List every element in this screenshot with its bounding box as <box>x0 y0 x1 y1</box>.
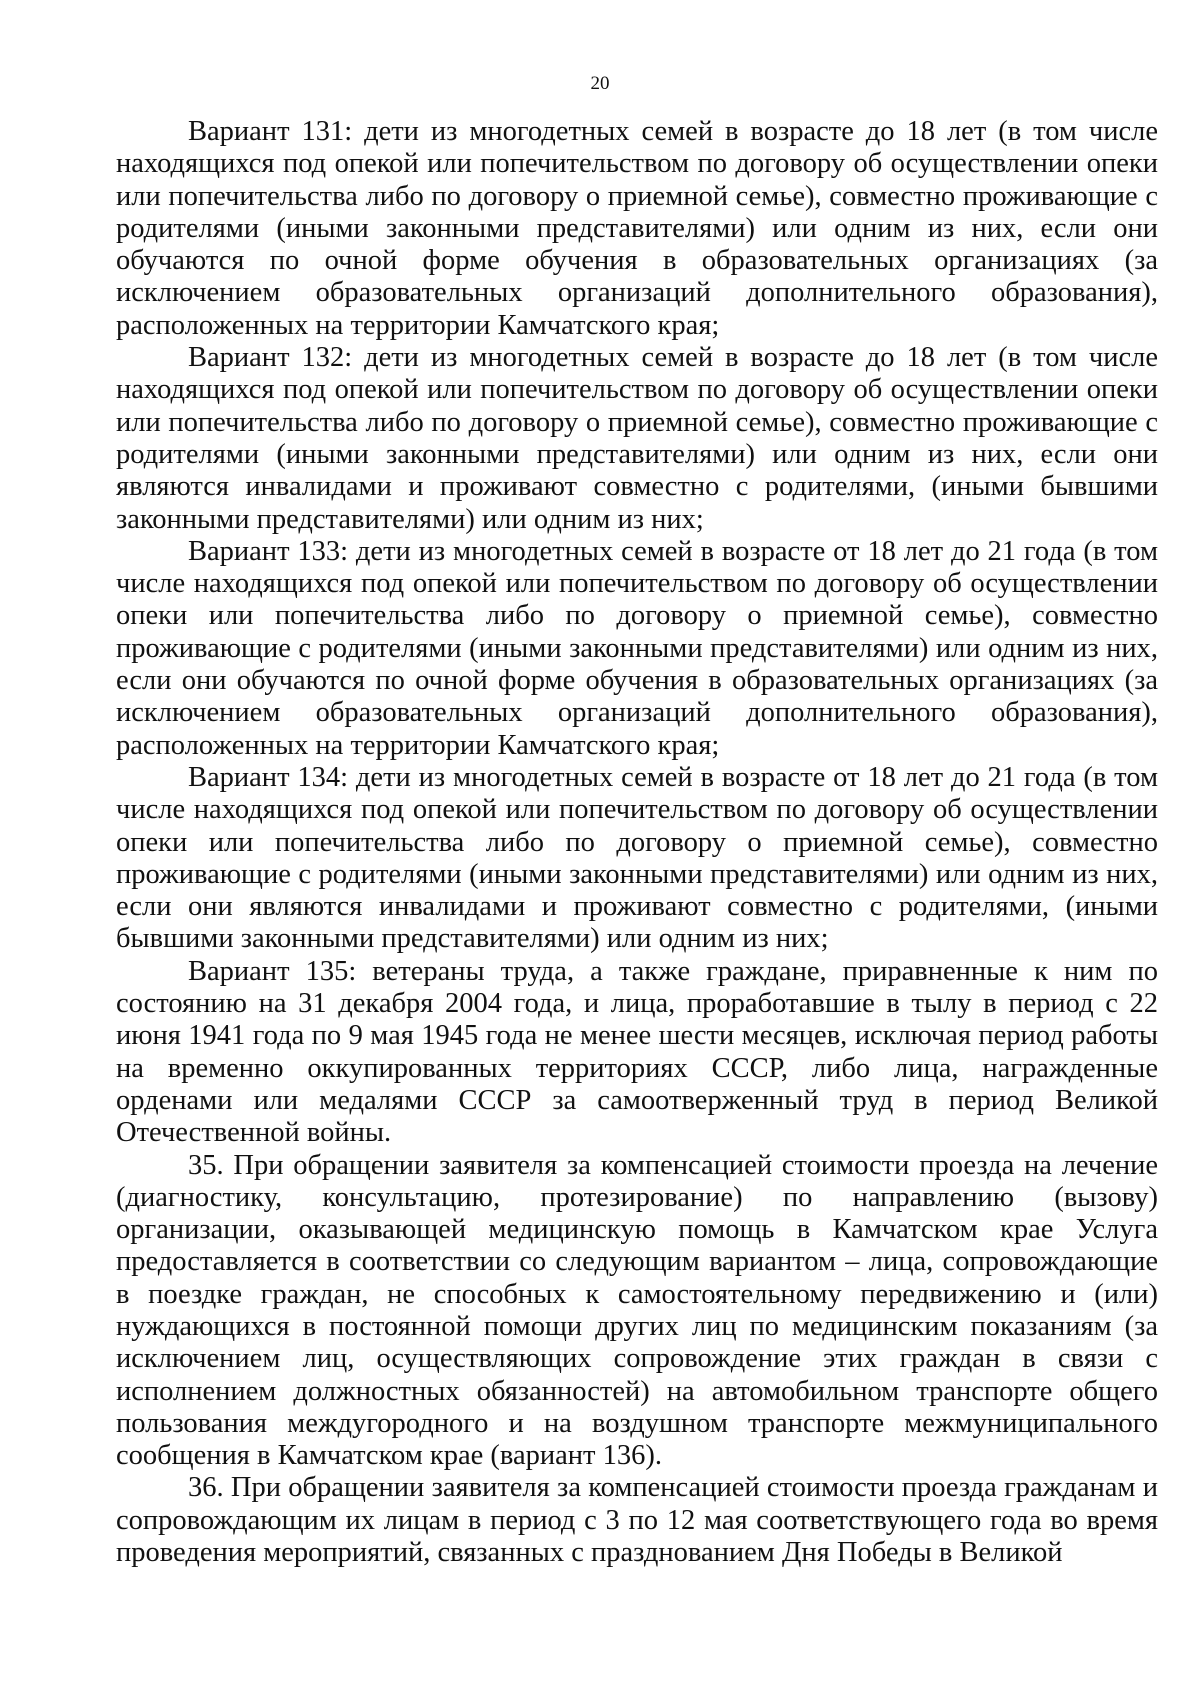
paragraph-variant-132: Вариант 132: дети из многодетных семей в возрасте до 18 лет (в том числе находящихся под опекой или попечительством по договору об осуществлении опеки или попечительства либо по договору о приемной семье), совместно проживающие с родителями (иными законными представителями) или одним из них, если они являются инвалидами и проживают совместно с родителями, (иными бывшими законными представителями) или одним из них; <box>116 342 1158 535</box>
page-number: 20 <box>590 73 610 94</box>
paragraph-variant-134: Вариант 134: дети из многодетных семей в возрасте от 18 лет до 21 года (в том числе находящихся под опекой или попечительством по договору об осуществлении опеки или попечительства либо по договору о приемной семье), совместно проживающие с родителями (иными законными представителями) или одним из них, если они являются инвалидами и проживают совместно с родителями, (иными бывшими законными представителями) или одним из них; <box>116 761 1158 955</box>
paragraph-item-35: 35. При обращении заявителя за компенсацией стоимости проезда на лечение (диагностику, консультацию, протезирование) по направлению (вызову) организации, оказывающей медицинскую помощь в Камчатском крае Услуга предоставляется в соответствии со следующим вариантом – лица, сопровождающие в поездке граждан, не способных к самостоятельному передвижению и (или) нуждающихся в постоянной помощи других лиц по медицинским показаниям (за исключением лиц, осуществляющих сопровождение этих граждан в связи с исполнением должностных обязанностей) на автомобильном транспорте общего пользования междугородного и на воздушном транспорте межмуниципального сообщения в Камчатском крае (вариант 136). <box>116 1149 1158 1472</box>
document-body <box>116 116 1158 1569</box>
paragraph-variant-135: Вариант 135: ветераны труда, а также граждане, приравненные к ним по состоянию на 31 декабря 2004 года, и лица, проработавшие в тылу в период с 22 июня 1941 года по 9 мая 1945 года не менее шести месяцев, исключая период работы на временно оккупированных территориях СССР, либо лица, награжденные орденами или медалями СССР за самоотверженный труд в период Великой Отечественной войны. <box>116 955 1158 1149</box>
paragraph-variant-131: Вариант 131: дети из многодетных семей в возрасте до 18 лет (в том числе находящихся под опекой или попечительством по договору об осуществлении опеки или попечительства либо по договору о приемной семье), совместно проживающие с родителями (иными законными представителями) или одним из них, если они обучаются по очной форме обучения в образовательных организациях (за исключением образовательных организаций дополнительного образования), расположенных на территории Камчатского края; <box>116 116 1158 341</box>
paragraph-variant-133: Вариант 133: дети из многодетных семей в возрасте от 18 лет до 21 года (в том числе находящихся под опекой или попечительством по договору об осуществлении опеки или попечительства либо по договору о приемной семье), совместно проживающие с родителями (иными законными представителями) или одним из них, если они обучаются по очной форме обучения в образовательных организациях (за исключением образовательных организаций дополнительного образования), расположенных на территории Камчатского края; <box>116 535 1158 761</box>
paragraph-item-36: 36. При обращении заявителя за компенсацией стоимости проезда гражданам и сопровождающим их лицам в период с 3 по 12 мая соответствующего года во время проведения мероприятий, связанных с празднованием Дня Победы в Великой <box>116 1472 1158 1569</box>
